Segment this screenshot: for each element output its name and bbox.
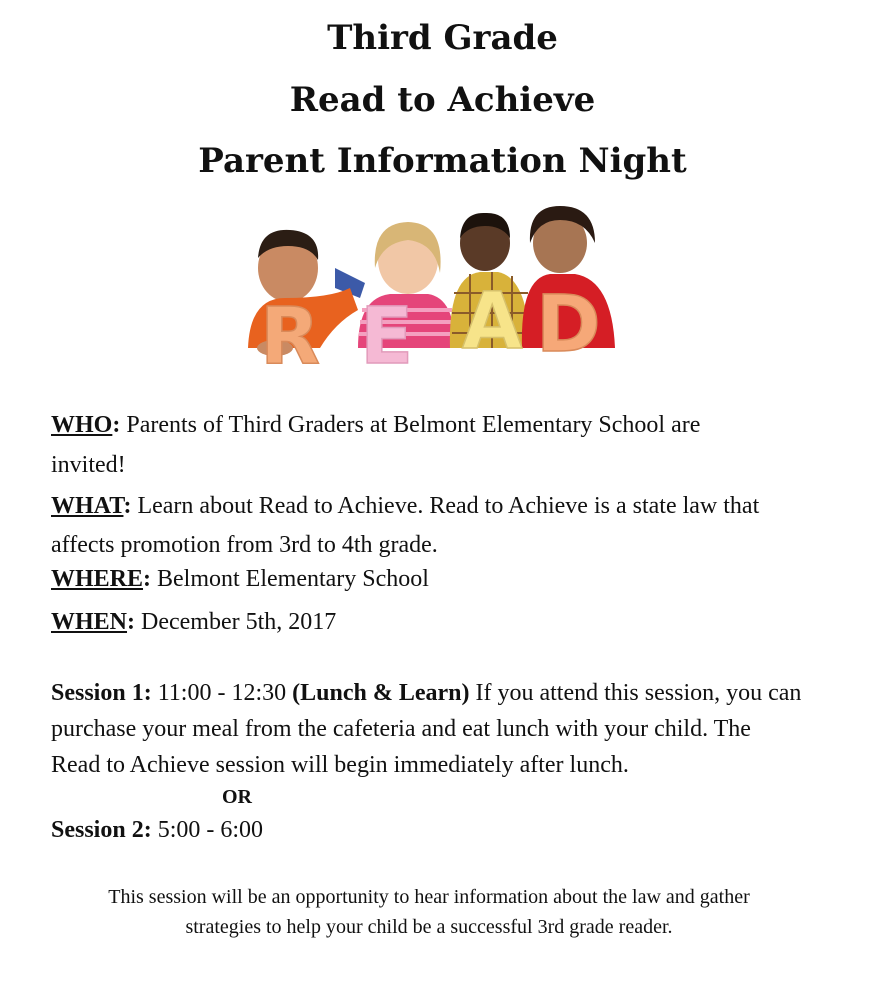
when-line: WHEN: December 5th, 2017 [51, 609, 337, 635]
session-2-label: Session 2: [51, 817, 152, 843]
who-label: WHO [51, 412, 113, 438]
title-line-2: Read to Achieve [289, 80, 596, 120]
session-1-line-3: Read to Achieve session will begin immediately after lunch. [51, 752, 629, 778]
what-line-1: WHAT: Learn about Read to Achieve. Read to Achieve is a state law that [51, 493, 760, 519]
when-label: WHEN [51, 609, 128, 635]
session-1-tag: (Lunch & Learn) [292, 680, 470, 706]
title-line-1: Third Grade [327, 18, 558, 58]
what-text: Learn about Read to Achieve. Read to Achieve is a state law that [131, 493, 760, 519]
session-2-line [51, 812, 263, 848]
footer-line-2: strategies to help your child be a successful 3rd grade reader. [185, 916, 673, 938]
who-line-1: WHO: Parents of Third Graders at Belmont Elementary School are [51, 412, 701, 438]
what-label: WHAT [51, 493, 124, 519]
letter-r: R [260, 292, 321, 373]
letter-e: E [360, 292, 414, 373]
when-text: December 5th, 2017 [135, 609, 337, 635]
title-line-3: Parent Information Night [198, 141, 687, 181]
who-text: Parents of Third Graders at Belmont Elementary School are [120, 412, 701, 438]
children-read-photo [240, 198, 620, 373]
footer-line-1: This session will be an opportunity to hear information about the law and gather [108, 886, 750, 908]
where-label: WHERE [51, 566, 144, 592]
where-text: Belmont Elementary School [151, 566, 429, 592]
or-separator: OR [222, 786, 252, 808]
letter-d: D [536, 280, 601, 370]
session-1-time: 11:00 - 12:30 [151, 680, 293, 706]
session-1-line-1: Session 1: 11:00 - 12:30 (Lunch & Learn) If you attend this session, you can [51, 680, 802, 706]
where-line: WHERE: Belmont Elementary School [51, 566, 429, 592]
letter-a: A [462, 277, 523, 367]
session-1-line-2: purchase your meal from the cafeteria and eat lunch with your child. The [51, 716, 751, 742]
session-2-time: 5:00 - 6:00 [151, 817, 264, 843]
what-line-2: affects promotion from 3rd to 4th grade. [51, 532, 438, 558]
who-line-2: invited! [51, 452, 126, 478]
session-1-label: Session 1: [51, 680, 152, 706]
